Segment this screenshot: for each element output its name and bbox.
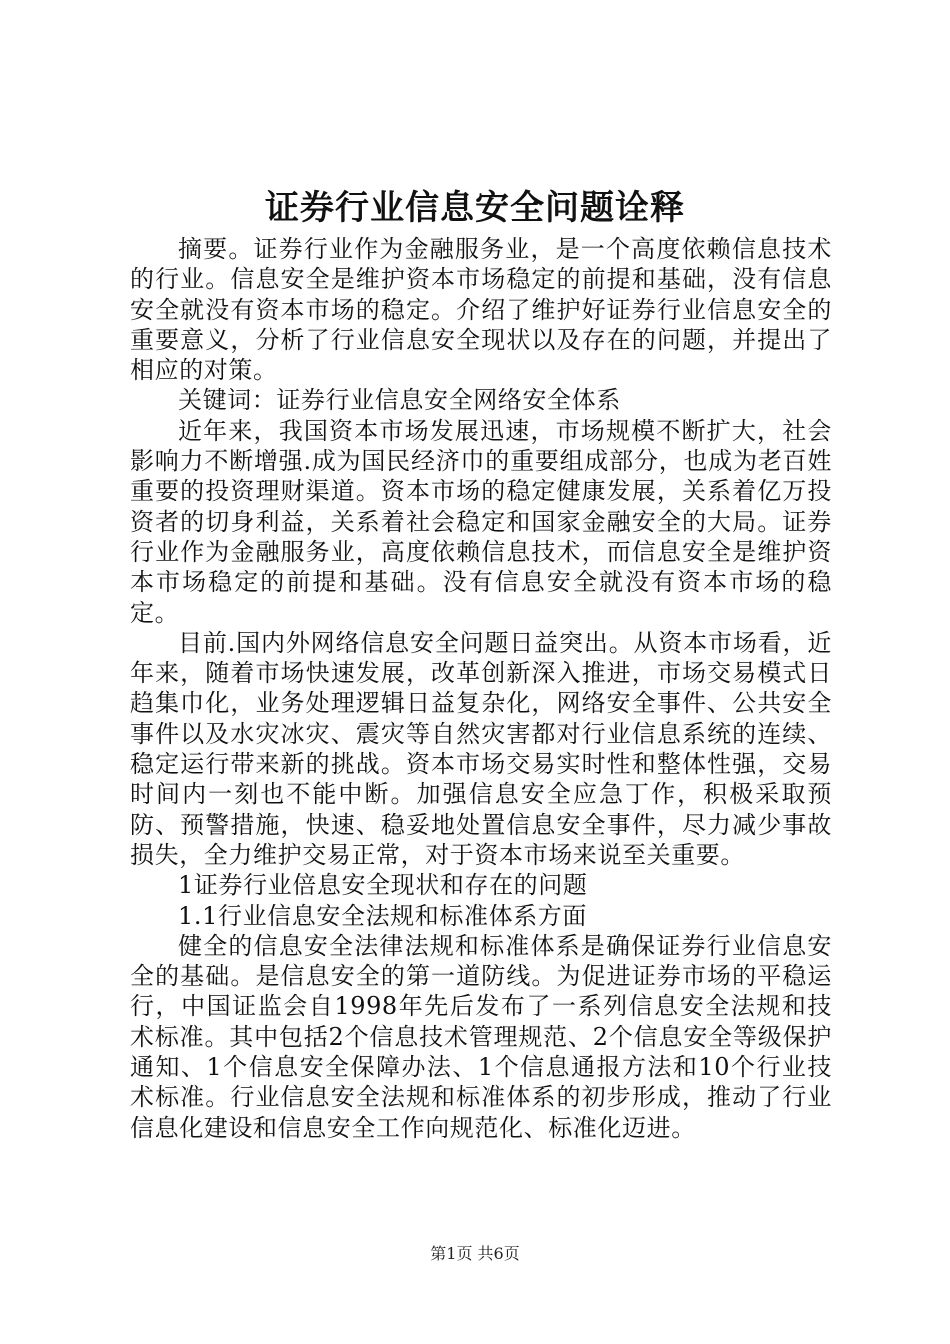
document-body xyxy=(130,234,832,1143)
body-paragraph: 目前.国内外网络信息安全问题日益突出。从资本市场看，近年来，随着市场快速发展，改革创新深入推进，市场交易模式日趋集巾化，业务处理逻辑日益复杂化，网络安全事件、公共安全事件以及水灾冰灾、震灾等自然灾害都对行业信息系统的连续、稳定运行带来新的挑战。资本市场交易实时性和整体性强，交易时间内一刻也不能中断。加强信息安全应急丁作，积极采取预防、预警措施，快速、稳妥地处置信息安全事件，尽力减少事故损失，全力维护交易正常，对于资本市场来说至关重要。 xyxy=(130,628,832,869)
abstract-paragraph: 摘要。证券行业作为金融服务业，是一个高度依赖信息技术的行业。信息安全是维护资本市场稳定的前提和基础，没有信息安全就没有资本市场的稳定。介绍了维护好证券行业信息安全的重要意义，分析了行业信息安全现状以及存在的问题，并提出了相应的对策。 xyxy=(130,235,832,385)
body-paragraph: 近年来，我国资本市场发展迅速，市场规模不断扩大，社会影响力不断增强.成为国民经济巾的重要组成部分，也成为老百姓重要的投资理财渠道。资本市场的稳定健康发展，关系着亿万投资者的切身利益，关系着社会稳定和国家金融安全的大局。证券行业作为金融服务业，高度依赖信息技术，而信息安全是维护资本市场稳定的前提和基础。没有信息安全就没有资本市场的稳定。 xyxy=(130,416,832,627)
section-heading: 1证券行业倍息安全现状和存在的问题 xyxy=(178,871,588,900)
page-footer: 第1页 共6页 xyxy=(430,1244,520,1263)
subsection-heading: 1.1行业信息安全法规和标准体系方面 xyxy=(178,901,587,930)
document-title: 证券行业信息安全问题诠释 xyxy=(265,188,685,228)
keywords-paragraph: 关键词：证券行业信息安全网络安全体系 xyxy=(178,386,621,415)
body-paragraph: 健全的信息安全法律法规和标准体系是确保证券行业信息安全的基础。是信息安全的第一道防线。为促进证券市场的平稳运行，中国证监会自1998年先后发布了一系列信息安全法规和技术标准。其中包括2个信息技术管理规范、2个信息安全等级保护通知、1个信息安全保障办法、1个信息通报方法和10个行业技术标准。行业信息安全法规和标准体系的初步形成，推动了行业信息化建设和信息安全工作向规范化、标准化迈进。 xyxy=(130,931,832,1142)
